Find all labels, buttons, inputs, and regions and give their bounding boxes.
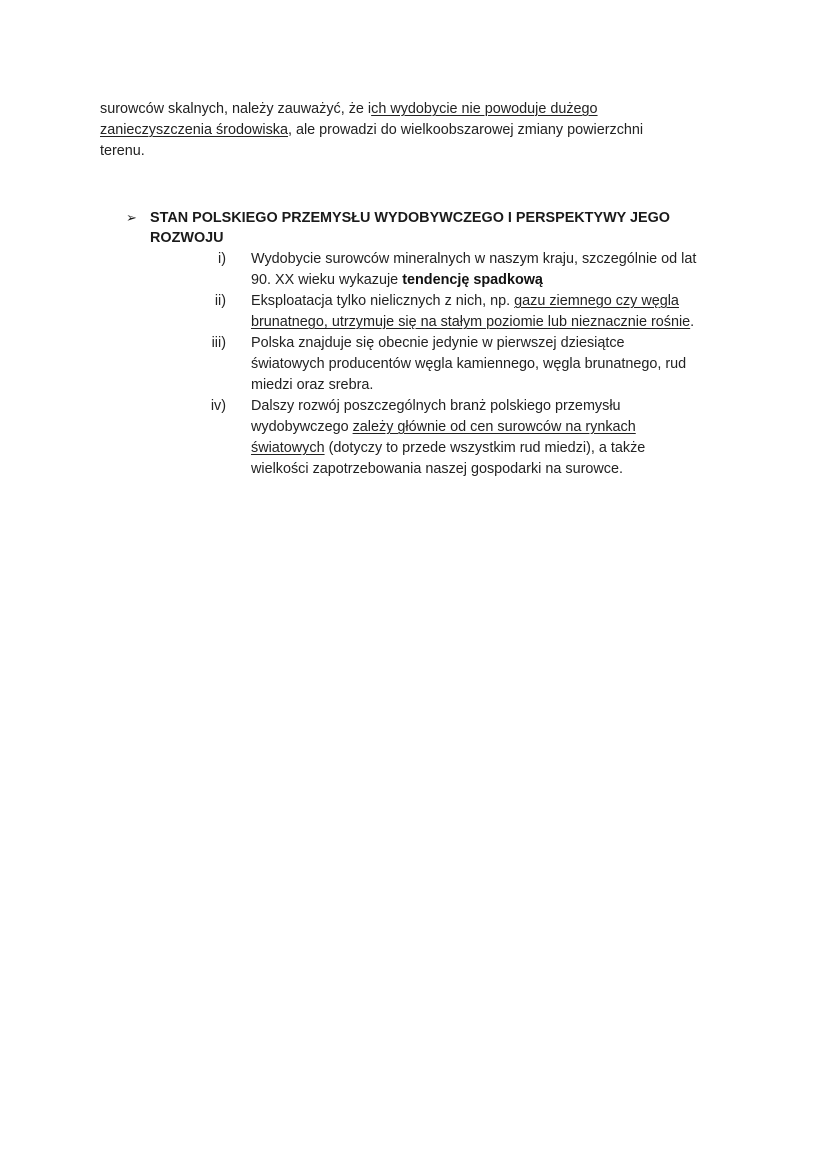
- underlined-text: światowych: [251, 440, 325, 456]
- list-item-text: [251, 417, 756, 438]
- list-item-number: iii): [211, 335, 226, 351]
- section-heading: [126, 208, 746, 248]
- list-item-text: [251, 312, 756, 333]
- intro-text: surowców skalnych, należy zauważyć, że i: [100, 101, 372, 117]
- list-item: [196, 333, 756, 396]
- list-item-text: wielkości zapotrzebowania naszej gospodarki na surowce.: [251, 461, 623, 477]
- intro-underlined-text: ch wydobycie nie powoduje dużego: [371, 101, 598, 117]
- list-item-text: Wydobycie surowców mineralnych w naszym kraju, szczególnie od lat: [251, 251, 697, 267]
- list-item-text: miedzi oraz srebra.: [251, 377, 374, 393]
- intro-line-3: terenu.: [100, 143, 145, 159]
- list-item-text: Eksploatacja tylko nielicznych z nich, np.: [251, 293, 515, 309]
- list-item-number: ii): [214, 293, 226, 309]
- underlined-text: brunatnego, utrzymuje się na stałym poziomie lub nieznacznie rośnie: [251, 314, 691, 330]
- intro-paragraph: [100, 99, 740, 162]
- list-item-text: [251, 438, 756, 459]
- underlined-text: gazu ziemnego czy węgla: [514, 293, 679, 309]
- list-item-text: Dalszy rozwój poszczególnych branż polskiego przemysłu: [251, 398, 621, 414]
- numbered-list: [196, 249, 756, 480]
- list-item: [196, 249, 756, 291]
- list-item-text: 90. XX wieku wykazuje: [251, 272, 403, 288]
- list-item-text: .: [690, 314, 695, 330]
- list-item-text: Polska znajduje się obecnie jedynie w pierwszej dziesiątce: [251, 335, 625, 351]
- list-item-text: [251, 291, 756, 312]
- list-item-text: (dotyczy to przede wszystkim rud miedzi), a także: [324, 440, 646, 456]
- underlined-text: zależy głównie od cen surowców na rynkach: [352, 419, 636, 435]
- list-item-number: iv): [210, 398, 226, 414]
- list-item: [196, 291, 756, 333]
- section-title-line-2: ROZWOJU: [150, 230, 224, 246]
- intro-line-1: [100, 99, 740, 120]
- list-item: [196, 396, 756, 480]
- list-item-text: wydobywczego: [251, 419, 353, 435]
- bold-text: tendencję spadkową: [402, 272, 543, 288]
- intro-underlined-text: zanieczyszczenia środowiska: [100, 122, 288, 138]
- intro-text: , ale prowadzi do wielkoobszarowej zmiany powierzchni: [287, 122, 644, 138]
- list-item-number: i): [218, 251, 226, 267]
- section-title-line-1: STAN POLSKIEGO PRZEMYSŁU WYDOBYWCZEGO I PERSPEKTYWY JEGO: [150, 210, 670, 226]
- list-item-text: światowych producentów węgla kamiennego, węgla brunatnego, rud: [251, 356, 687, 372]
- intro-line-2: [100, 120, 740, 141]
- arrow-bullet-icon: ➢: [126, 210, 137, 225]
- list-item-text: [251, 270, 756, 291]
